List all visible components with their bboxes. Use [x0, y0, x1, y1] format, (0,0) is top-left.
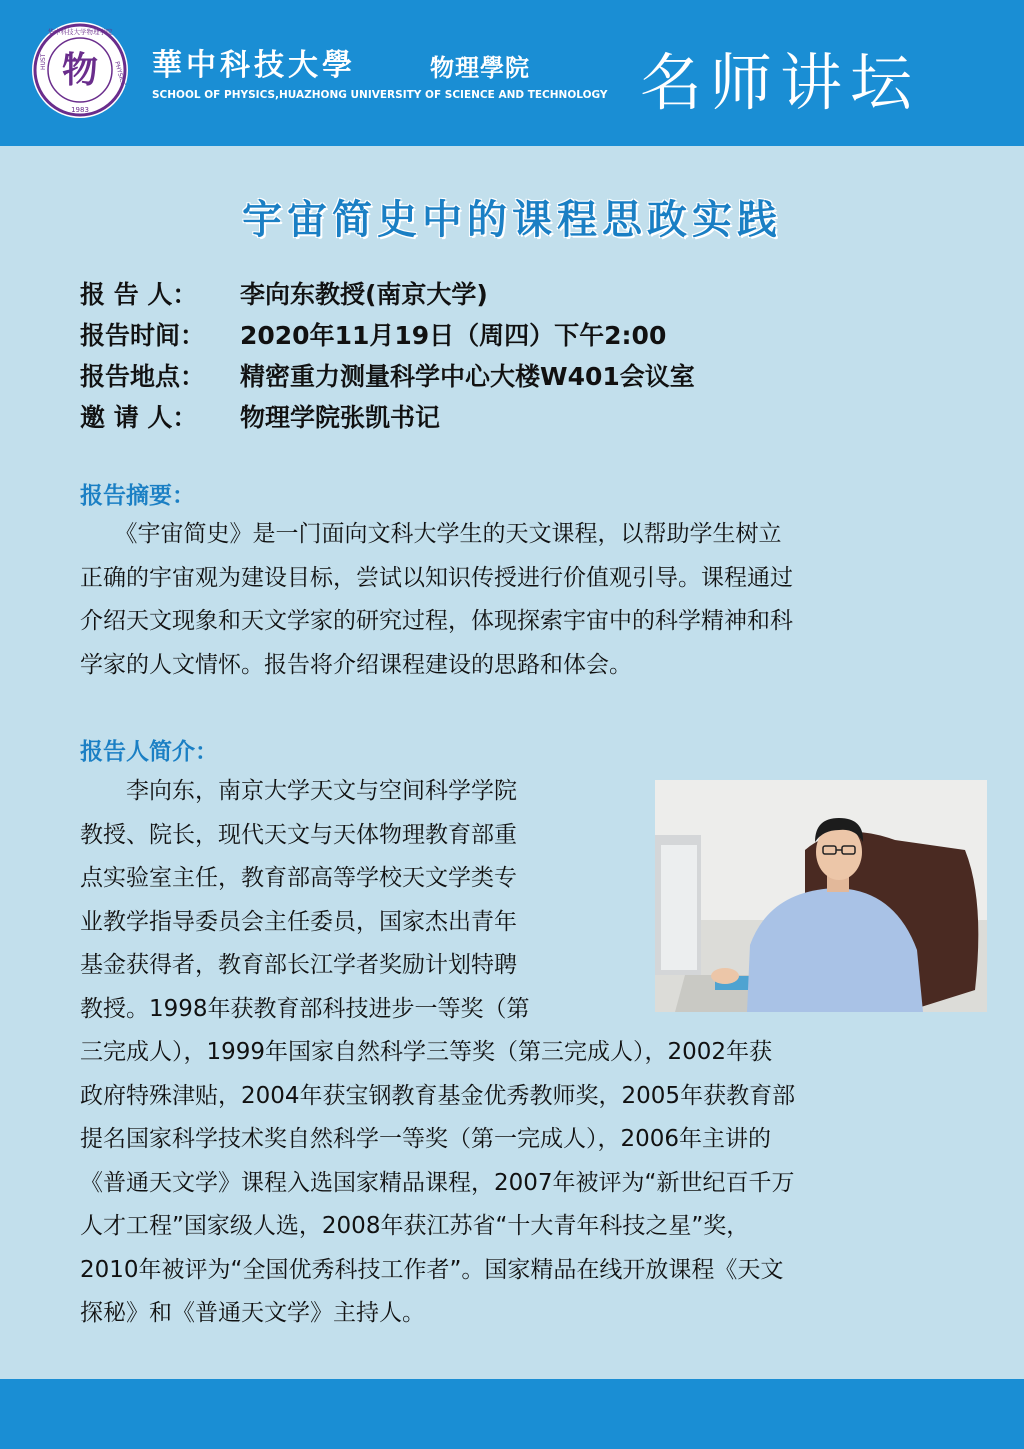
school-name-en: SCHOOL OF PHYSICS,HUAZHONG UNIVERSITY OF SCIENCE AND TECHNOLOGY	[152, 89, 608, 101]
lecture-info	[80, 274, 695, 438]
bio-heading: 报告人简介：	[80, 739, 218, 765]
bio-line: 《普通天文学》课程入选国家精品课程，2007年被评为“新世纪百千万	[80, 1169, 795, 1196]
bio-line: 李向东，南京大学天文与空间科学学院	[80, 778, 517, 804]
info-value: 李向东教授(南京大学)	[240, 280, 488, 309]
bio-line: 点实验室主任，教育部高等学校天文学类专	[80, 865, 517, 891]
abstract-line: 学家的人文情怀。报告将介绍课程建设的思路和体会。	[80, 651, 632, 678]
info-label: 报告地点：	[80, 362, 206, 391]
header-banner	[0, 0, 1024, 146]
bio-line: 教授。1998年获教育部科技进步一等奖（第	[80, 995, 530, 1022]
info-row-location	[80, 356, 695, 397]
seal-left-text: HUST	[40, 53, 47, 70]
info-value: 2020年11月19日（周四）下午2:00	[240, 321, 667, 350]
info-value: 物理学院张凯书记	[240, 403, 441, 432]
bio-line: 业教学指导委员会主任委员，国家杰出青年	[80, 908, 517, 935]
university-seal-icon	[30, 20, 130, 120]
school-name-cn: 華中科技大學	[152, 48, 356, 83]
abstract-line: 《宇宙简史》是一门面向文科大学生的天文课程，以帮助学生树立	[80, 521, 782, 547]
footer-banner	[0, 1379, 1024, 1449]
seal-right-text: PHYSICS	[113, 60, 127, 88]
speaker-photo	[655, 780, 987, 1012]
bio-line: 探秘》和《普通天文学》主持人。	[80, 1300, 425, 1326]
school-department: 物理學院	[430, 53, 530, 82]
bio-line: 人才工程”国家级人选，2008年获江苏省“十大青年科技之星”奖，	[80, 1213, 750, 1239]
info-label: 报告时间：	[80, 321, 206, 350]
info-row-inviter	[80, 397, 695, 438]
info-row-speaker	[80, 274, 695, 315]
abstract-line: 正确的宇宙观为建设目标，尝试以知识传授进行价值观引导。课程通过	[80, 564, 793, 591]
abstract-line: 介绍天文现象和天文学家的研究过程，体现探索宇宙中的科学精神和科	[80, 608, 793, 634]
seal-center-glyph: 物	[61, 49, 99, 91]
lecture-series-title: 名师讲坛	[640, 46, 921, 119]
bio-line: 2010年被评为“全国优秀科技工作者”。国家精品在线开放课程《天文	[80, 1256, 784, 1283]
bio-line: 三完成人），1999年国家自然科学三等奖（第三完成人），2002年获	[80, 1039, 773, 1065]
abstract-body	[80, 513, 992, 687]
abstract-heading: 报告摘要：	[80, 483, 195, 509]
info-label: 邀 请 人：	[80, 403, 198, 432]
info-label: 报 告 人：	[80, 280, 198, 309]
seal-year: 1983	[71, 106, 89, 114]
lecture-title: 宇宙简史中的课程思政实践	[242, 197, 782, 243]
bio-body-full	[80, 1031, 992, 1336]
speaker-portrait-image	[655, 780, 987, 1012]
bio-line: 基金获得者，教育部长江学者奖励计划特聘	[80, 952, 517, 978]
bio-line: 提名国家科学技术奖自然科学一等奖（第一完成人），2006年主讲的	[80, 1126, 772, 1152]
info-row-time	[80, 315, 695, 356]
bio-line: 政府特殊津贴，2004年获宝钢教育基金优秀教师奖，2005年获教育部	[80, 1082, 796, 1109]
seal-ring-text: 华中科技大学物理学院	[47, 28, 113, 36]
info-value: 精密重力测量科学中心大楼W401会议室	[240, 362, 695, 391]
bio-line: 教授、院长，现代天文与天体物理教育部重	[80, 821, 517, 848]
bio-body-beside-photo	[80, 770, 650, 1031]
